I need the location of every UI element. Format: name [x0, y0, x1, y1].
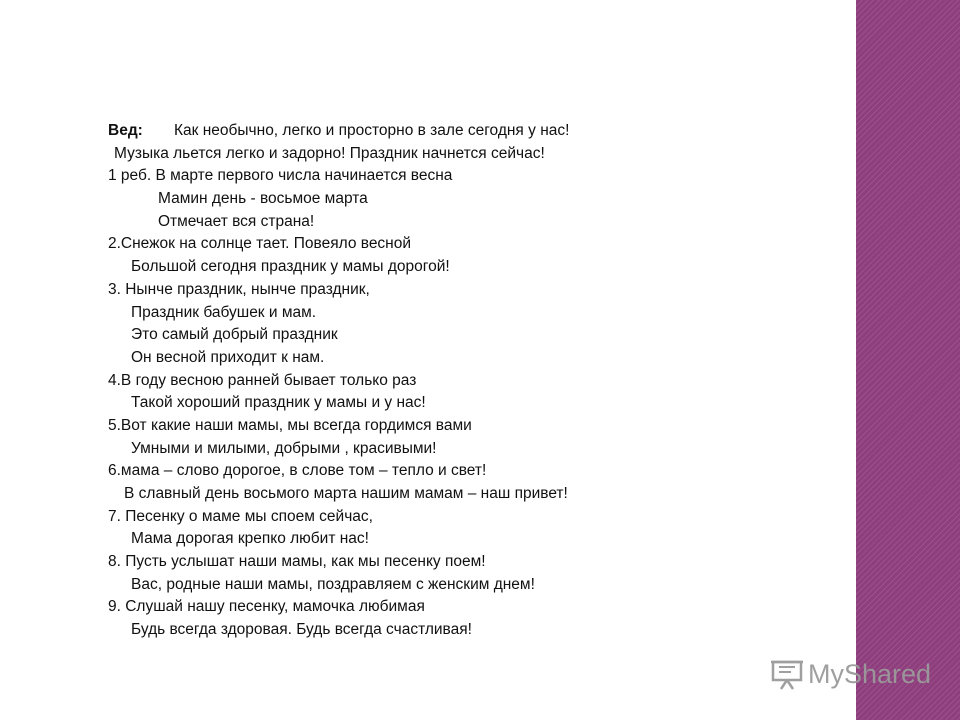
poem-line: 3. Нынче праздник, нынче праздник,	[108, 280, 370, 298]
poem-line: В славный день восьмого марта нашим мамам – наш привет!	[124, 485, 568, 502]
poem-line: 8. Пусть услышат наши мамы, как мы песенку поем!	[108, 553, 486, 571]
poem-line: Мамин день - восьмое марта	[158, 190, 368, 208]
poem-line: Праздник бабушек и мам.	[131, 303, 317, 321]
poem-line: Будь всегда здоровая. Будь всегда счастливая!	[131, 621, 472, 639]
poem-text-block	[108, 120, 708, 642]
presentation-board-icon	[770, 657, 804, 691]
poem-line: 4.В году весною ранней бывает только раз	[108, 371, 417, 389]
poem-line	[108, 120, 708, 143]
watermark-text: MyShared	[808, 658, 932, 689]
poem-line: 5.Вот какие наши мамы, мы всегда гордимся вами	[108, 416, 472, 434]
poem-line-text: Как необычно, легко и просторно в зале сегодня у нас!	[174, 122, 570, 139]
poem-line: Музыка льется легко и задорно! Праздник начнется сейчас!	[114, 144, 545, 162]
poem-line: 9. Слушай нашу песенку, мамочка любимая	[108, 598, 425, 616]
poem-line: Умными и милыми, добрыми , красивыми!	[131, 439, 437, 457]
poem-line: Мама дорогая крепко любит нас!	[131, 530, 369, 548]
poem-line: Большой сегодня праздник у мамы дорогой!	[131, 258, 450, 276]
poem-line: Отмечает вся страна!	[158, 212, 315, 230]
poem-line: 1 реб. В марте первого числа начинается весна	[108, 167, 453, 185]
watermark	[770, 654, 931, 694]
poem-line: 2.Снежок на солнце тает. Повеяло весной	[108, 235, 412, 253]
speaker-label: Вед:	[108, 122, 143, 139]
decorative-side-panel	[856, 0, 960, 720]
poem-line: 7. Песенку о маме мы споем сейчас,	[108, 507, 373, 525]
poem-line: Он весной приходит к нам.	[131, 348, 325, 366]
poem-line: Это самый добрый праздник	[131, 326, 338, 344]
poem-line: Такой хороший праздник у мамы и у нас!	[131, 394, 426, 412]
poem-line: 6.мама – слово дорогое, в слове том – тепло и свет!	[108, 462, 487, 480]
poem-line: Вас, родные наши мамы, поздравляем с женским днем!	[131, 575, 535, 593]
